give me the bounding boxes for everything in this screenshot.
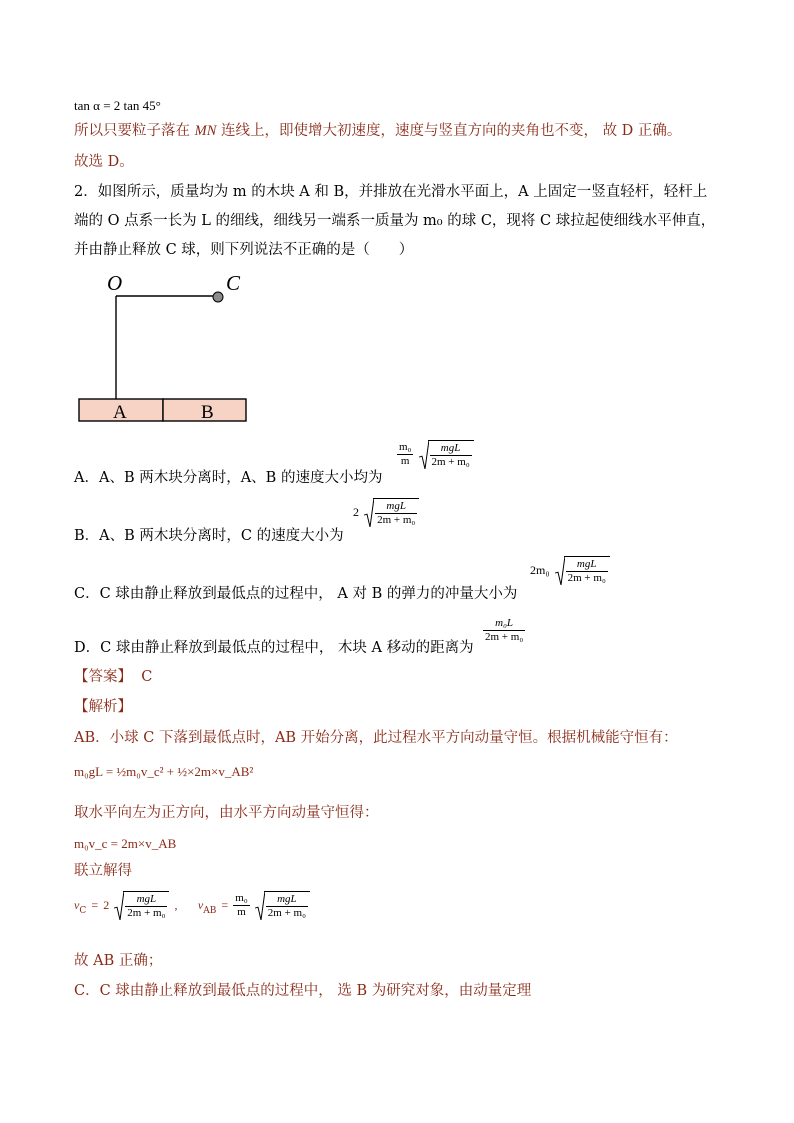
- sqrt-expr: $\frac{\text{mgL}}{\text{2m + m₀}}$: [255, 891, 310, 920]
- option-d: D．C 球由静止释放到最低点的过程中， 木块 A 移动的距离为: [74, 640, 474, 656]
- ab-correct-line: 故 AB 正确；: [74, 953, 163, 969]
- answer-tag: 【答案】: [74, 669, 132, 685]
- option-b: B．A、B 两木块分离时，C 的速度大小为: [74, 528, 344, 544]
- top-formula: tan α = 2 tan 45°: [74, 98, 161, 113]
- conclusion-line: [74, 121, 681, 141]
- momentum-equation: m₀v_c = 2m×v_AB: [74, 836, 177, 851]
- option-b-formula: 2 $\frac{\text{mgL}}{\text{2m + m₀}}$: [353, 498, 419, 527]
- direction-line: 取水平向左为正方向，由水平方向动量守恒得：: [74, 805, 379, 821]
- option-d-formula: $\frac{\text{m₀L}}{\text{2m + m₀}}$: [485, 617, 524, 643]
- label-c: C: [226, 271, 241, 295]
- conclusion-after: 连线上，即使增大初速度，速度与竖直方向的夹角也不变， 故 D 正确。: [216, 123, 682, 139]
- solve-line: 联立解得: [74, 863, 132, 879]
- solution-expressions: $v_C = 2$ $\frac{\text{mgL}}{\text{2m + m₀}}$ , $v_{AB}$ = $\frac{\text{m₀}}{m}$ $\frac{\text{mgL}}{\text{2m + m₀}}$: [74, 891, 310, 920]
- question-line-3: 并由静止释放 C 球，则下列说法不正确的是（ ）: [74, 242, 414, 258]
- label-b: B: [201, 402, 214, 423]
- sqrt-expr: $\frac{\text{mgL}}{\text{2m + m₀}}$: [364, 498, 419, 527]
- answer-value: C: [141, 669, 153, 685]
- option-c-formula: 2m₀ $\frac{\text{mgL}}{\text{2m + m₀}}$: [530, 556, 610, 585]
- energy-equation: m₀gL = ½m₀v_c² + ½×2m×v_AB²: [74, 764, 254, 779]
- frac-m0-over-m: $\frac{\text{m₀}}{m}$: [399, 441, 412, 467]
- sqrt-expr: $\frac{\text{mgL}}{\text{2m + m₀}}$: [419, 440, 474, 469]
- mn-label: MN: [194, 123, 217, 139]
- conclusion-before: 所以只要粒子落在: [74, 123, 195, 139]
- analysis-tag: 【解析】: [74, 699, 132, 715]
- diagram-svg: [78, 268, 258, 428]
- sqrt-expr: $\frac{\text{mgL}}{\text{2m + m₀}}$: [114, 891, 169, 920]
- label-o: O: [107, 271, 123, 295]
- option-a-formula: [397, 440, 474, 469]
- sqrt-expr: $\frac{\text{mgL}}{\text{2m + m₀}}$: [555, 556, 610, 585]
- option-c: C．C 球由静止释放到最低点的过程中， A 对 B 的弹力的冲量大小为: [74, 586, 518, 602]
- ball-c: [213, 292, 223, 302]
- answer-line: [74, 667, 152, 687]
- option-a: A．A、B 两木块分离时，A、B 的速度大小均为: [74, 470, 383, 486]
- analysis-c-line: C．C 球由静止释放到最低点的过程中， 选 B 为研究对象，由动量定理: [74, 983, 532, 999]
- question-line-2: 端的 O 点系一长为 L 的细线，细线另一端系一质量为 m₀ 的球 C，现将 C 球拉起使细线水平伸直，: [74, 213, 716, 229]
- analysis-ab-line: AB．小球 C 下落到最低点时，AB 开始分离，此过程水平方向动量守恒。根据机械能守恒有：: [74, 730, 678, 746]
- question-line-1: 2．如图所示，质量均为 m 的木块 A 和 B，并排放在光滑水平面上，A 上固定一竖直轻杆，轻杆上: [74, 184, 708, 200]
- label-a: A: [113, 402, 127, 423]
- select-answer-line: 故选 D。: [74, 154, 134, 170]
- physics-diagram: [78, 268, 258, 428]
